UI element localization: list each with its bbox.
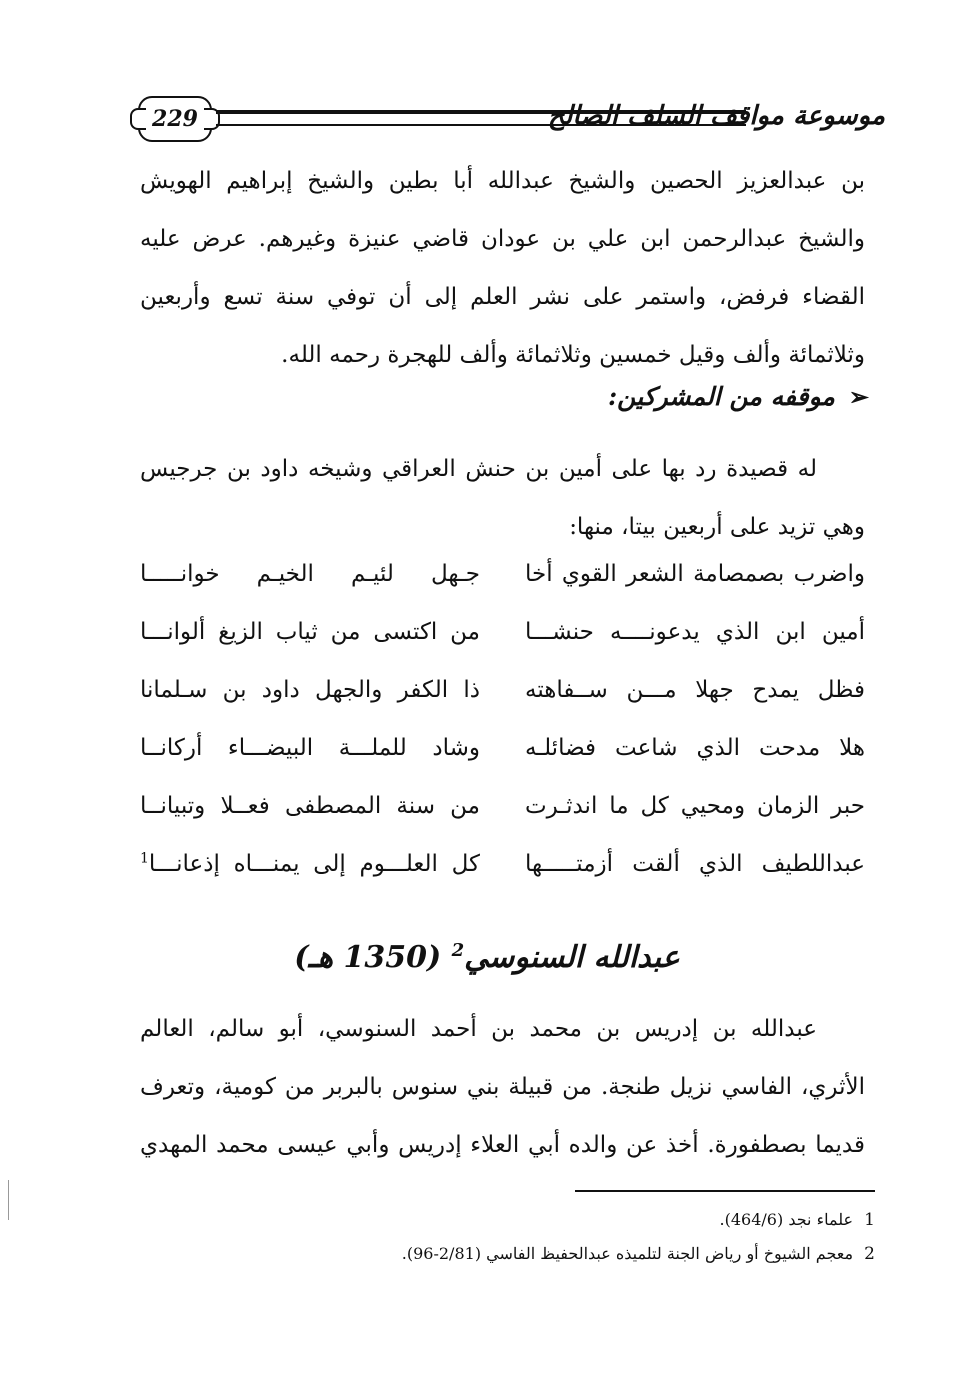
verse-first-hemistich: عبداللطيف الذي ألقت أزمتـــــها	[525, 851, 865, 877]
footnote-text: معجم الشيوخ أو رياض الجنة لتلميذه عبدالحفيظ الفاسي (2/81-96).	[401, 1244, 854, 1263]
verse-line	[140, 603, 865, 661]
paragraph-biography-start: عبدالله بن إدريس بن محمد بن أحمد السنوسي، أبو سالم، العالم الأثري، الفاسي نزيل طنجة. من قبيلة بني سنوس بالبربر من كومية، وتعرف قديما بصطفورة. أخذ عن والده أبي العلاء إدريس وأبي عيسى محمد المهدي	[140, 1016, 865, 1158]
verse-first-hemistich: أمين ابن الذي يدعونــــه حنشـــا	[525, 619, 865, 645]
footnotes	[140, 1203, 875, 1271]
verse-line	[140, 661, 865, 719]
biography-title	[0, 940, 974, 975]
poem-verses	[140, 545, 865, 893]
biography-year: (1350 هـ)	[294, 940, 442, 975]
footnote-ref[interactable]: 2	[451, 940, 465, 961]
biography-name: عبدالله السنوسي	[464, 940, 680, 975]
verse-second-hemistich	[140, 851, 480, 877]
verse-first-hemistich: واضرب بصمصامة الشعر القوي أخا	[525, 561, 865, 587]
verse-second-hemistich: جـهل لئيـم الخيـم خوانـــــا	[140, 561, 480, 587]
section-heading	[608, 382, 869, 411]
verse-line	[140, 719, 865, 777]
verse-first-hemistich: هلا مدحت الذي شاعت فضائلـه	[525, 735, 865, 761]
footnote-text: علماء نجد (464/6).	[719, 1210, 854, 1229]
verse-first-hemistich: حبر الزمان ومحيي كل ما اندثـرت	[525, 793, 865, 819]
footnote-separator	[575, 1190, 875, 1192]
footnote	[140, 1203, 875, 1237]
verse-second-hemistich: ذا الكفر والجهل داود بن سـلمانا	[140, 677, 480, 703]
footnote-number: 2	[864, 1244, 875, 1264]
paragraph-poem-intro: له قصيدة رد بها على أمين بن حنش العراقي وشيخه داود بن جرجيس وهي تزيد على أربعين بيتا، منها:	[140, 456, 865, 540]
verse-first-hemistich: فظل يمدح جهلا مـــن ســفاهته	[525, 677, 865, 703]
footnote-ref[interactable]: 1	[140, 850, 149, 867]
paragraph-biography-end: بن عبدالعزيز الحصين والشيخ عبدالله أبا بطين والشيخ إبراهيم الهويش والشيخ عبدالرحمن ابن علي بن عودان قاضي عنيزة وغيرهم. عرض عليه القضاء فرفض، واستمر على نشر العلم إلى أن توفي سنة تسع وأربعين وثلاثمائة وألف وقيل خمسين وثلاثمائة وألف للهجرة رحمه الله.	[140, 168, 865, 368]
scan-margin-mark	[8, 1180, 9, 1220]
verse-second-hemistich: من سنة المصطفى فعــلا وتبيانــا	[140, 793, 480, 819]
series-title: موسوعة مواقف السلف الصالح	[547, 101, 885, 131]
section-heading-text: موقفه من المشركين:	[607, 382, 835, 411]
verse-line	[140, 777, 865, 835]
page-header	[130, 88, 885, 148]
verse-second-hemistich: من اكتسى من ثياب الزيغ ألوانـــا	[140, 619, 480, 645]
footnote-number: 1	[864, 1210, 875, 1230]
verse-second-hemistich-text: كل العلـــوم إلى يمنـــاه إذعانـــا	[148, 851, 480, 877]
verse-second-hemistich: وشاد للملـــة البيضـــاء أركانــا	[140, 735, 480, 761]
page-number: 229	[138, 96, 212, 142]
arrow-bullet-icon: ➢	[848, 382, 869, 411]
footnote	[140, 1237, 875, 1271]
verse-line	[140, 545, 865, 603]
verse-line	[140, 835, 865, 893]
